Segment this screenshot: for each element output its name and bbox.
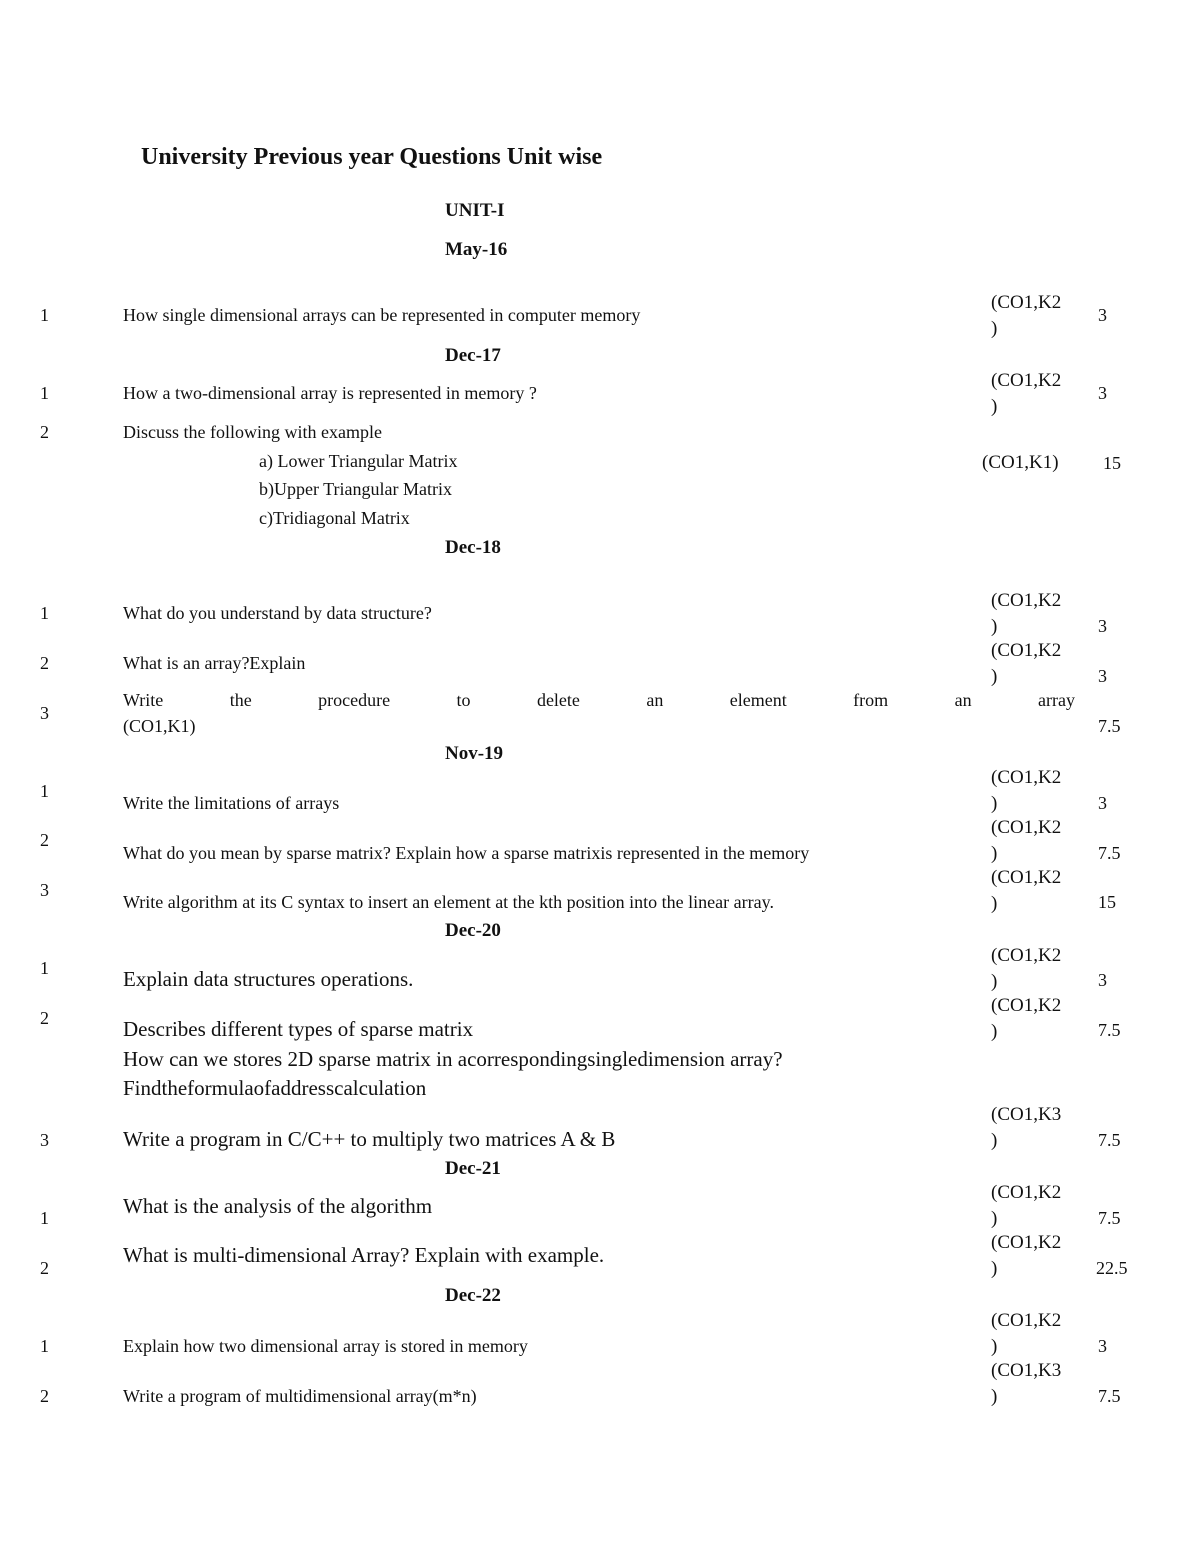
marks: 15 — [1098, 892, 1116, 912]
word: the — [229, 690, 252, 710]
marks: 3 — [1098, 383, 1107, 403]
question-text: Explain how two dimensional array is stored in memory — [123, 1336, 528, 1356]
course-outcome-close: ) — [991, 793, 998, 814]
word: an — [646, 690, 664, 710]
question-text: How single dimensional arrays can be represented in computer memory — [123, 305, 641, 325]
course-outcome-close: ) — [991, 893, 998, 914]
course-outcome: (CO1,K2 — [991, 867, 1062, 888]
question-text: Write the limitations of arrays — [123, 793, 340, 813]
unit-heading: UNIT-I — [445, 200, 505, 221]
question-text: What is the analysis of the algorithm — [123, 1194, 433, 1218]
sub-item-b: b)Upper Triangular Matrix — [259, 479, 452, 499]
question-text: What is an array?Explain — [123, 653, 306, 673]
marks: 7.5 — [1098, 1208, 1121, 1228]
marks: 22.5 — [1096, 1258, 1128, 1278]
question-number: 1 — [40, 305, 49, 325]
question-number: 1 — [40, 1336, 49, 1356]
course-outcome-close: ) — [991, 1258, 998, 1279]
marks: 7.5 — [1098, 716, 1121, 736]
marks: 7.5 — [1098, 1386, 1121, 1406]
section-heading-dec18: Dec-18 — [445, 537, 501, 558]
question-number: 2 — [40, 830, 49, 850]
question-text: How a two-dimensional array is represented in memory ? — [123, 383, 537, 403]
question-text: What do you understand by data structure? — [123, 603, 432, 623]
course-outcome-close: ) — [991, 318, 998, 339]
question-number: 1 — [40, 781, 49, 801]
course-outcome: (CO1,K2 — [991, 1182, 1062, 1203]
course-outcome-close: ) — [991, 1336, 998, 1357]
word: an — [954, 690, 972, 710]
marks: 7.5 — [1098, 1130, 1121, 1150]
question-number: 2 — [40, 1008, 49, 1028]
course-outcome-close: ) — [991, 616, 998, 637]
question-text: Write a program in C/C++ to multiply two matrices A & B — [123, 1127, 616, 1151]
course-outcome-close: ) — [991, 843, 998, 864]
question-text: Explain data structures operations. — [123, 967, 414, 991]
question-text: What do you mean by sparse matrix? Explain how a sparse matrixis represented in the memory — [123, 843, 810, 863]
course-outcome: (CO1,K2 — [991, 767, 1062, 788]
question-number: 3 — [40, 1130, 49, 1150]
section-heading-dec17: Dec-17 — [445, 345, 501, 366]
sub-item-a: a) Lower Triangular Matrix — [259, 451, 458, 471]
word: element — [729, 690, 787, 710]
question-number: 1 — [40, 1208, 49, 1228]
course-outcome-close: ) — [991, 971, 998, 992]
course-outcome-close: ) — [991, 396, 998, 417]
course-outcome: (CO1,K3 — [991, 1104, 1062, 1125]
question-number: 3 — [40, 703, 49, 723]
course-outcome: (CO1,K2 — [991, 370, 1062, 391]
course-outcome: (CO1,K2 — [991, 640, 1062, 661]
marks: 3 — [1098, 616, 1107, 636]
marks: 7.5 — [1098, 843, 1121, 863]
marks: 3 — [1098, 793, 1107, 813]
word: to — [456, 690, 471, 710]
course-outcome: (CO1,K3 — [991, 1360, 1062, 1381]
word: array — [1038, 690, 1075, 710]
marks: 3 — [1098, 666, 1107, 686]
course-outcome: (CO1,K2 — [991, 995, 1062, 1016]
page-title: University Previous year Questions Unit wise — [141, 144, 603, 170]
course-outcome: (CO1,K1) — [123, 716, 196, 736]
question-text: What is multi-dimensional Array? Explain with example. — [123, 1243, 605, 1267]
question-number: 2 — [40, 422, 49, 442]
section-heading-may16: May-16 — [445, 239, 508, 260]
question-number: 2 — [40, 653, 49, 673]
question-number: 2 — [40, 1258, 49, 1278]
question-number: 1 — [40, 603, 49, 623]
course-outcome: (CO1,K2 — [991, 817, 1062, 838]
word: procedure — [318, 690, 391, 710]
course-outcome: (CO1,K2 — [991, 1232, 1062, 1253]
course-outcome-close: ) — [991, 1208, 998, 1229]
section-heading-dec21: Dec-21 — [445, 1158, 501, 1179]
marks: 3 — [1098, 305, 1107, 325]
course-outcome: (CO1,K2 — [991, 292, 1062, 313]
course-outcome-close: ) — [991, 1386, 998, 1407]
course-outcome: (CO1,K2 — [991, 1310, 1062, 1331]
question-number: 3 — [40, 880, 49, 900]
question-number: 2 — [40, 1386, 49, 1406]
section-heading-dec22: Dec-22 — [445, 1285, 501, 1306]
course-outcome: (CO1,K2 — [991, 945, 1062, 966]
question-text-justified — [123, 690, 1075, 711]
question-text: Describes different types of sparse matrix — [123, 1017, 474, 1041]
course-outcome-close: ) — [991, 1130, 998, 1151]
question-text: Write algorithm at its C syntax to insert an element at the kth position into the linear array. — [123, 892, 774, 912]
course-outcome-close: ) — [991, 666, 998, 687]
sub-item-c: c)Tridiagonal Matrix — [259, 508, 410, 528]
marks: 7.5 — [1098, 1020, 1121, 1040]
section-heading-nov19: Nov-19 — [445, 743, 504, 764]
word: Write — [123, 690, 164, 710]
question-text: Discuss the following with example — [123, 422, 382, 442]
question-number: 1 — [40, 383, 49, 403]
word: from — [853, 690, 889, 710]
marks: 15 — [1103, 453, 1121, 473]
question-text-line3: Findtheformulaofaddresscalculation — [123, 1076, 427, 1100]
question-number: 1 — [40, 958, 49, 978]
course-outcome: (CO1,K2 — [991, 590, 1062, 611]
question-text-line2: How can we stores 2D sparse matrix in acorrespondingsingledimension array? — [123, 1047, 783, 1071]
marks: 3 — [1098, 970, 1107, 990]
question-text: Write a program of multidimensional array(m*n) — [123, 1386, 477, 1406]
word: delete — [536, 690, 580, 710]
marks: 3 — [1098, 1336, 1107, 1356]
section-heading-dec20: Dec-20 — [445, 920, 501, 941]
course-outcome-close: ) — [991, 1021, 998, 1042]
course-outcome: (CO1,K1) — [982, 452, 1059, 473]
